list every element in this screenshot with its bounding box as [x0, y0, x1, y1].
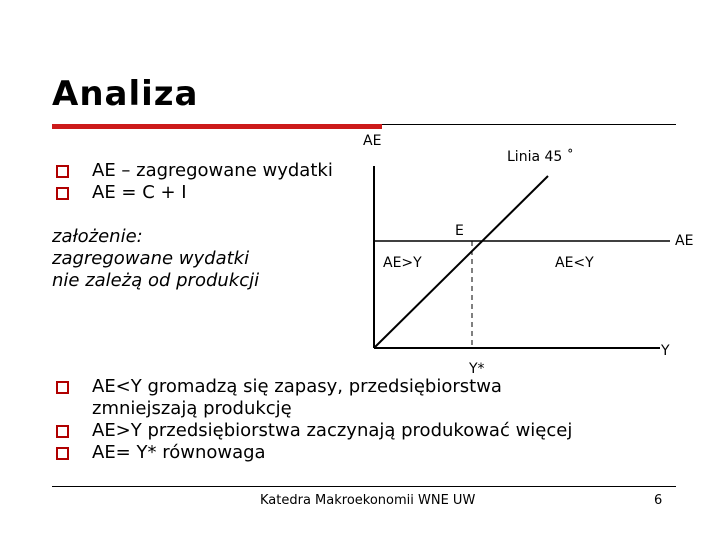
line-45-label: Linia 45 ˚ — [498, 146, 579, 174]
title-accent-bar — [52, 124, 382, 129]
y-axis-label: AE — [358, 130, 386, 158]
bullet-text: AE<Y gromadzą się zapasy, przedsiębiorstwa zmniejszają produkcję — [92, 376, 502, 419]
bullet-text: AE= Y* równowaga — [92, 442, 266, 463]
bullet-text: AE – zagregowane wydatki — [92, 160, 333, 181]
definition-bullet-list — [56, 160, 333, 204]
keynesian-cross-diagram — [350, 126, 720, 366]
assumption-note — [52, 226, 259, 292]
assumption-line: założenie: — [52, 226, 143, 247]
ae-line-label: AE — [670, 232, 700, 254]
footer-divider — [52, 486, 676, 487]
bullet-text: AE>Y przedsiębiorstwa zaczynają produkować więcej — [92, 420, 573, 441]
region-label-ae-greater: AE>Y — [383, 255, 422, 271]
slide-title: Analiza — [52, 74, 199, 114]
region-label-ae-less: AE<Y — [555, 255, 594, 271]
square-bullet-icon — [56, 425, 69, 438]
square-bullet-icon — [56, 447, 69, 460]
bullet-item — [56, 442, 656, 464]
page-number: 6 — [654, 493, 663, 508]
equilibrium-output-label: Y* — [464, 360, 490, 378]
square-bullet-icon — [56, 381, 69, 394]
footer-text: Katedra Makroekonomii WNE UW — [260, 493, 476, 508]
bullet-text: AE = C + I — [92, 182, 187, 203]
bullet-item — [56, 182, 333, 204]
bullet-item — [56, 376, 612, 420]
square-bullet-icon — [56, 165, 69, 178]
bullet-item — [56, 160, 333, 182]
x-axis-label: Y — [661, 343, 670, 359]
assumption-line: nie zależą od produkcji — [52, 270, 260, 291]
equilibrium-point-label: E — [455, 223, 464, 239]
bullet-item — [56, 420, 656, 442]
conclusion-bullet-list — [56, 376, 656, 464]
assumption-line: zagregowane wydatki — [52, 248, 250, 269]
square-bullet-icon — [56, 187, 69, 200]
